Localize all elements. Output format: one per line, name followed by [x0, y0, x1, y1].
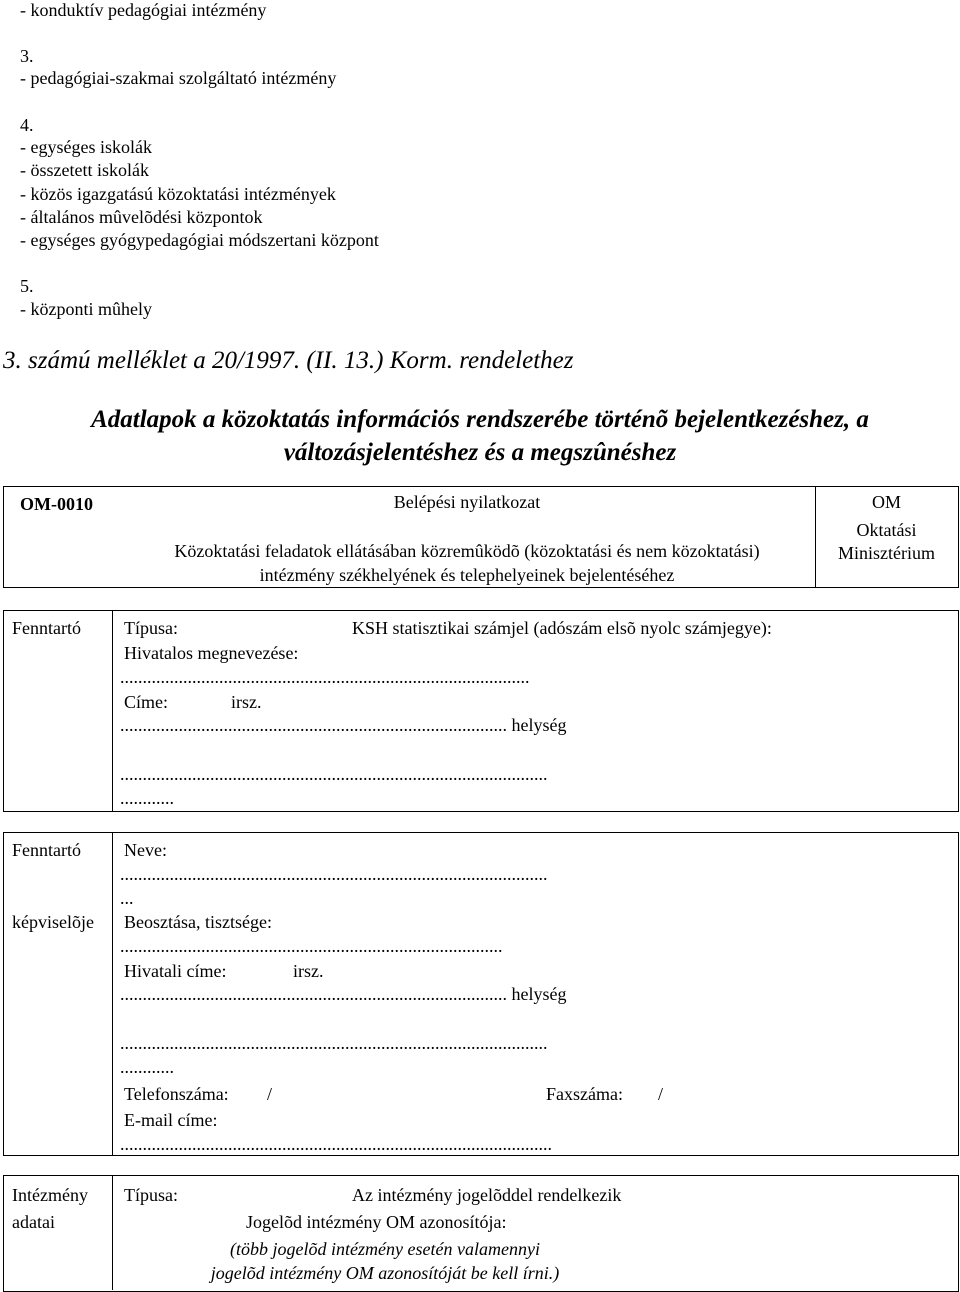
- city-field[interactable]: ...................................................................................... helység: [120, 984, 567, 1004]
- office-address-field-2[interactable]: ............: [120, 1057, 174, 1077]
- institution-divider: [112, 1175, 113, 1290]
- predecessor-id-label: Jogelõd intézmény OM azonosítója:: [246, 1212, 507, 1232]
- email-field[interactable]: ................................................................................................: [120, 1134, 552, 1154]
- annex-title: 3. számú melléklet a 20/1997. (II. 13.) Korm. rendelethez: [3, 347, 574, 374]
- fax-label: Faxszáma:: [546, 1084, 623, 1104]
- om-label: OM: [871, 492, 901, 512]
- list-item: - pedagógiai-szakmai szolgáltató intézmény: [20, 68, 337, 88]
- type-label: Típusa:: [124, 1185, 178, 1205]
- list-item: - egységes iskolák: [20, 137, 152, 157]
- page-heading-line1: Adatlapok a közoktatás információs rendszerébe történõ bejelentkezéshez, a: [91, 406, 869, 433]
- institution-label-line1: Intézmény: [12, 1185, 88, 1205]
- list-item: - egységes gyógypedagógiai módszertani központ: [20, 230, 379, 250]
- city-field[interactable]: ...................................................................................... helység: [120, 715, 567, 735]
- address-field[interactable]: ...............................................................................................: [120, 764, 548, 784]
- zip-label: irsz.: [231, 692, 262, 712]
- form-title: Belépési nyilatkozat: [393, 492, 541, 512]
- fenntarto-divider: [112, 610, 113, 811]
- office-address-field[interactable]: ...............................................................................................: [120, 1033, 548, 1053]
- phone-separator: /: [267, 1084, 273, 1104]
- list-number: 4.: [20, 115, 34, 135]
- ministry-line1: Oktatási: [856, 520, 917, 540]
- office-address-label: Hivatali címe:: [124, 961, 227, 981]
- list-item: - általános mûvelõdési központok: [20, 207, 263, 227]
- position-label: Beosztása, tisztsége:: [124, 912, 272, 932]
- ksh-label: KSH statisztikai számjel (adószám elsõ nyolc számjegye):: [352, 618, 772, 638]
- address-field-2[interactable]: ............: [120, 788, 174, 808]
- zip-label: irsz.: [293, 961, 324, 981]
- ministry-line2: Minisztérium: [838, 543, 935, 563]
- institution-label-line2: adatai: [12, 1212, 55, 1232]
- phone-label: Telefonszáma:: [124, 1084, 229, 1104]
- official-name-label: Hivatalos megnevezése:: [124, 643, 299, 663]
- address-label: Címe:: [124, 692, 168, 712]
- fenntarto-label: Fenntartó: [12, 618, 81, 638]
- representative-label-line2: képviselõje: [12, 912, 94, 932]
- predecessor-note-line2: jogelõd intézmény OM azonosítóját be kell írni.): [210, 1263, 560, 1283]
- list-number: 3.: [20, 46, 34, 66]
- name-field-continuation: ...: [120, 888, 134, 908]
- official-name-field[interactable]: ...........................................................................................: [120, 667, 530, 687]
- list-item: - közös igazgatású közoktatási intézmények: [20, 184, 336, 204]
- list-item: - központi mûhely: [20, 299, 152, 319]
- predecessor-label: Az intézmény jogelõddel rendelkezik: [352, 1185, 622, 1205]
- representative-divider: [112, 832, 113, 1155]
- form-code: OM-0010: [20, 494, 93, 514]
- form-description-line2: intézmény székhelyének és telephelyeinek bejelentéséhez: [259, 565, 675, 585]
- list-item: - összetett iskolák: [20, 160, 149, 180]
- name-label: Neve:: [124, 840, 167, 860]
- fax-separator: /: [658, 1084, 664, 1104]
- form-description-line1: Közoktatási feladatok ellátásában közremûködõ (közoktatási és nem közoktatási): [174, 541, 760, 561]
- position-field[interactable]: .....................................................................................: [120, 936, 503, 956]
- type-label: Típusa:: [124, 618, 178, 638]
- email-label: E-mail címe:: [124, 1110, 218, 1130]
- name-field[interactable]: ...............................................................................................: [120, 864, 548, 884]
- predecessor-note-line1: (több jogelõd intézmény esetén valamennyi: [230, 1239, 540, 1259]
- representative-label-line1: Fenntartó: [12, 840, 81, 860]
- list-item: - konduktív pedagógiai intézmény: [20, 0, 267, 20]
- list-number: 5.: [20, 276, 34, 296]
- page-heading-line2: változásjelentéshez és a megszûnéshez: [283, 439, 677, 466]
